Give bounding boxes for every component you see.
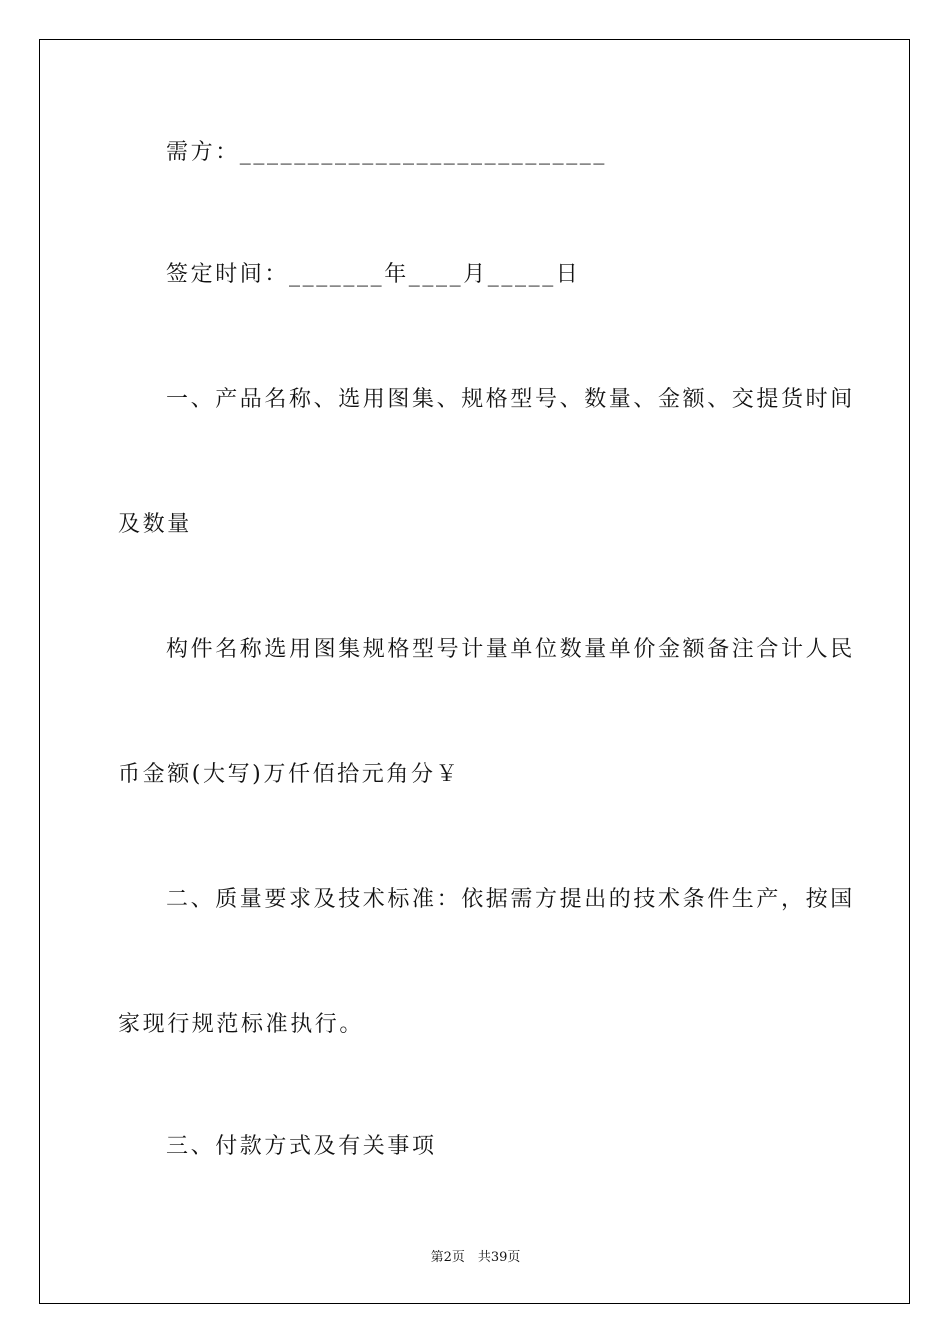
table-header-text-continued: 币金额(大写)万仟佰拾元角分￥ bbox=[118, 762, 461, 787]
section-1-heading: 一、产品名称、选用图集、规格型号、数量、金额、交提货时间 bbox=[166, 387, 855, 412]
page-number-footer: 第2页 共39页 bbox=[430, 1250, 521, 1265]
table-header-text: 构件名称选用图集规格型号计量单位数量单价金额备注合计人民 bbox=[166, 637, 855, 662]
section-2-paragraph-continued: 家现行规范标准执行。 bbox=[118, 1012, 365, 1037]
document-page bbox=[39, 39, 910, 1304]
section-1-heading-continued: 及数量 bbox=[118, 512, 192, 537]
section-3-heading: 三、付款方式及有关事项 bbox=[166, 1134, 437, 1159]
buyer-line: 需方：___________________________ bbox=[166, 140, 607, 165]
signing-date-line: 签定时间：_______年____月_____日 bbox=[166, 262, 581, 287]
section-2-paragraph: 二、质量要求及技术标准：依据需方提出的技术条件生产，按国 bbox=[166, 887, 855, 912]
